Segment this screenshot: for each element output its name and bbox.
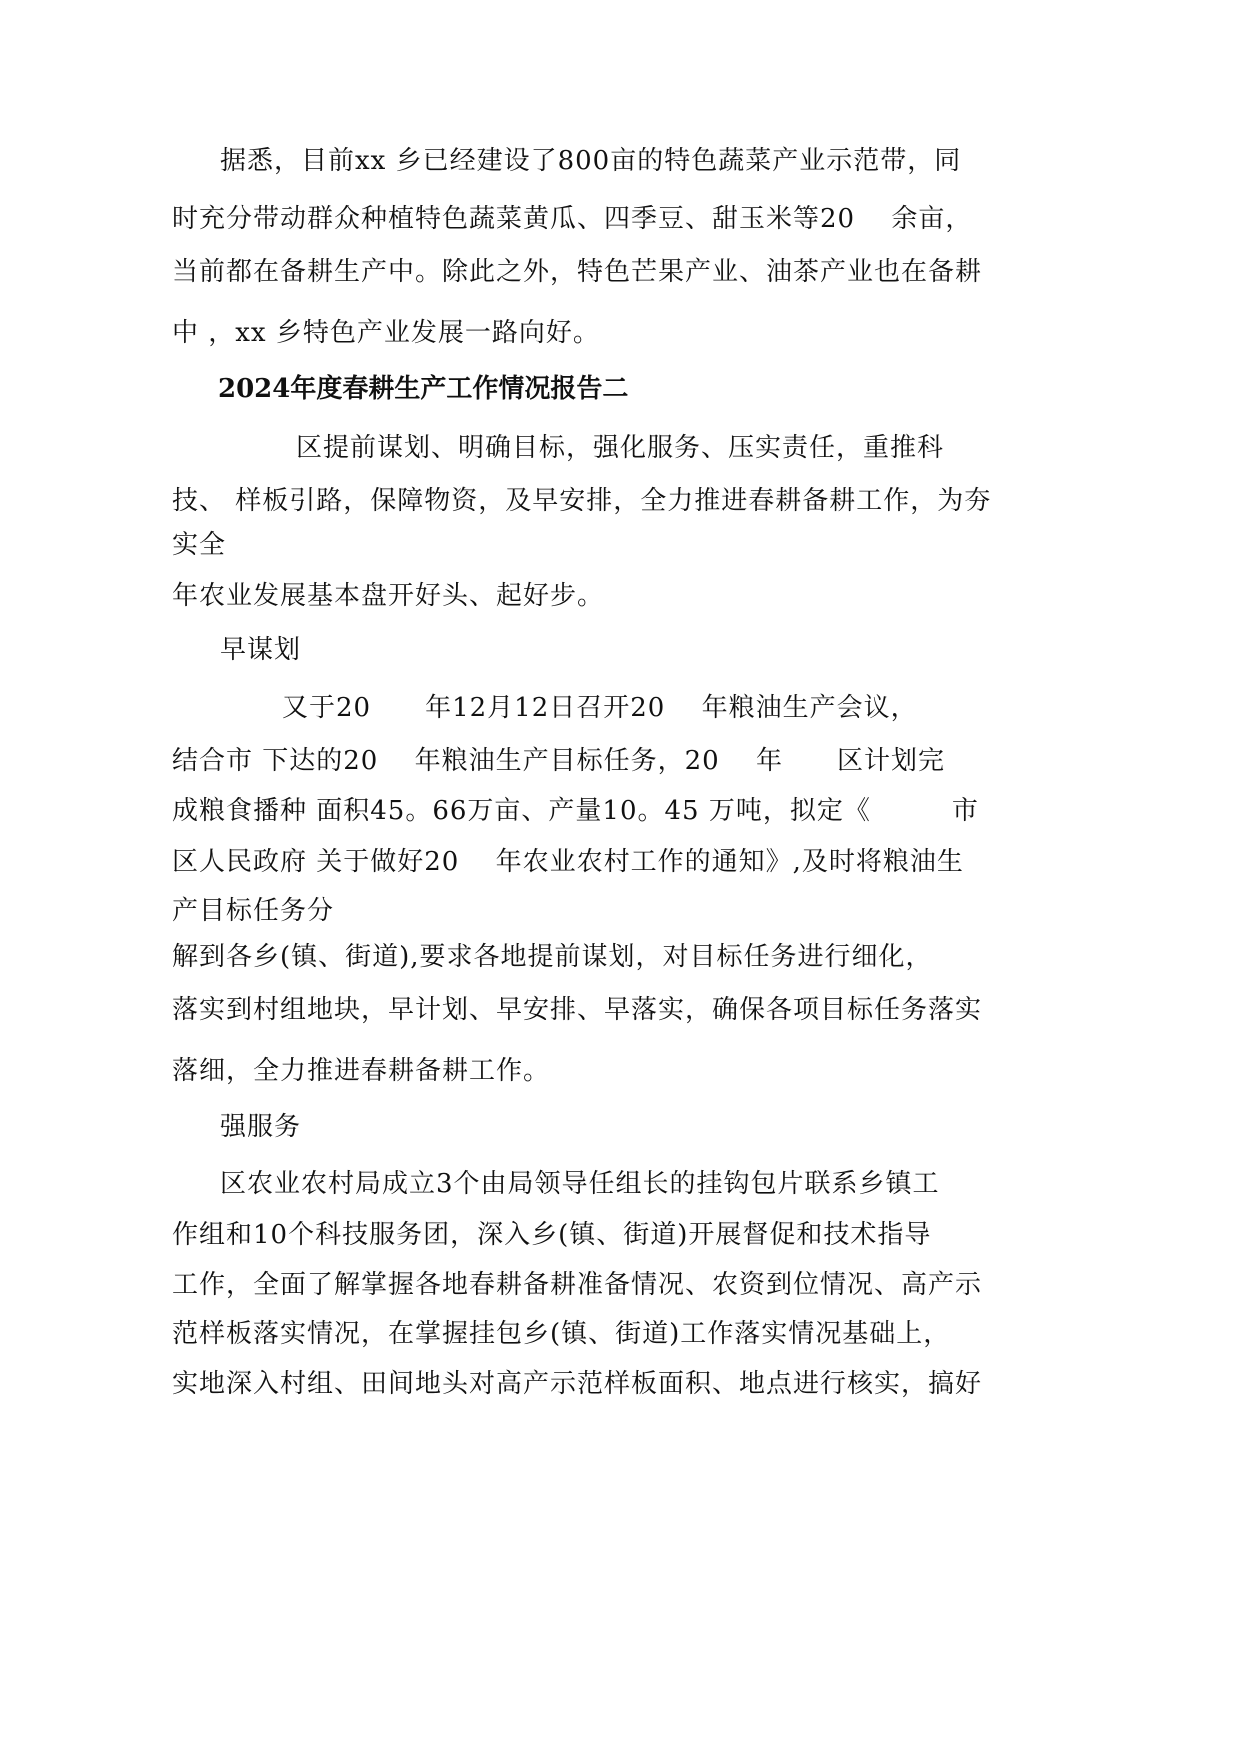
report-title: 2024年度春耕生产工作情况报告二 xyxy=(218,374,629,404)
intro-line-2: 时充分带动群众种植特色蔬菜黄瓜、四季豆、甜玉米等20 余亩， xyxy=(172,204,973,234)
early-line-3: 成粮食播种 面积45。66万亩、产量10。45 万吨，拟定《 市 xyxy=(172,796,979,826)
service-line-2: 作组和10个科技服务团，深入乡(镇、街道)开展督促和技术指导 xyxy=(172,1220,932,1250)
service-line-4: 范样板落实情况，在掌握挂包乡(镇、街道)工作落实情况基础上， xyxy=(172,1319,951,1349)
early-line-4: 区人民政府 关于做好20 年农业农村工作的通知》,及时将粮油生 xyxy=(172,847,964,877)
service-line-3: 工作，全面了解掌握各地春耕备耕准备情况、农资到位情况、高产示 xyxy=(172,1270,983,1300)
service-line-1: 区农业农村局成立3个由局领导任组长的挂钩包片联系乡镇工 xyxy=(220,1169,940,1199)
early-line-5: 产目标任务分 xyxy=(172,896,335,926)
intro-line-3: 当前都在备耕生产中。除此之外，特色芒果产业、油茶产业也在备耕 xyxy=(172,257,983,287)
early-line-2: 结合市 下达的20 年粮油生产目标任务，20 年 区计划完 xyxy=(172,746,945,776)
early-line-8: 落细，全力推进春耕备耕工作。 xyxy=(172,1056,551,1086)
early-line-1: 又于20 年12月12日召开20 年粮油生产会议， xyxy=(282,693,918,723)
summary-line-3: 实全 xyxy=(172,530,227,560)
summary-line-2: 技、 样板引路，保障物资，及早安排，全力推进春耕备耕工作，为夯 xyxy=(172,486,992,516)
intro-line-4: 中 ，xx 乡特色产业发展一路向好。 xyxy=(172,318,600,348)
summary-line-4: 年农业发展基本盘开好头、起好步。 xyxy=(172,581,605,611)
section-heading-early: 早谋划 xyxy=(220,635,302,665)
summary-line-1: 区提前谋划、明确目标，强化服务、压实责任，重推科 xyxy=(296,433,945,463)
early-line-6: 解到各乡(镇、街道),要求各地提前谋划，对目标任务进行细化， xyxy=(172,942,933,972)
section-heading-service: 强服务 xyxy=(220,1112,302,1142)
service-line-5: 实地深入村组、田间地头对高产示范样板面积、地点进行核实，搞好 xyxy=(172,1369,983,1399)
intro-line-1: 据悉，目前xx 乡已经建设了800亩的特色蔬菜产业示范带，同 xyxy=(220,146,962,176)
early-line-7: 落实到村组地块，早计划、早安排、早落实，确保各项目标任务落实 xyxy=(172,995,983,1025)
